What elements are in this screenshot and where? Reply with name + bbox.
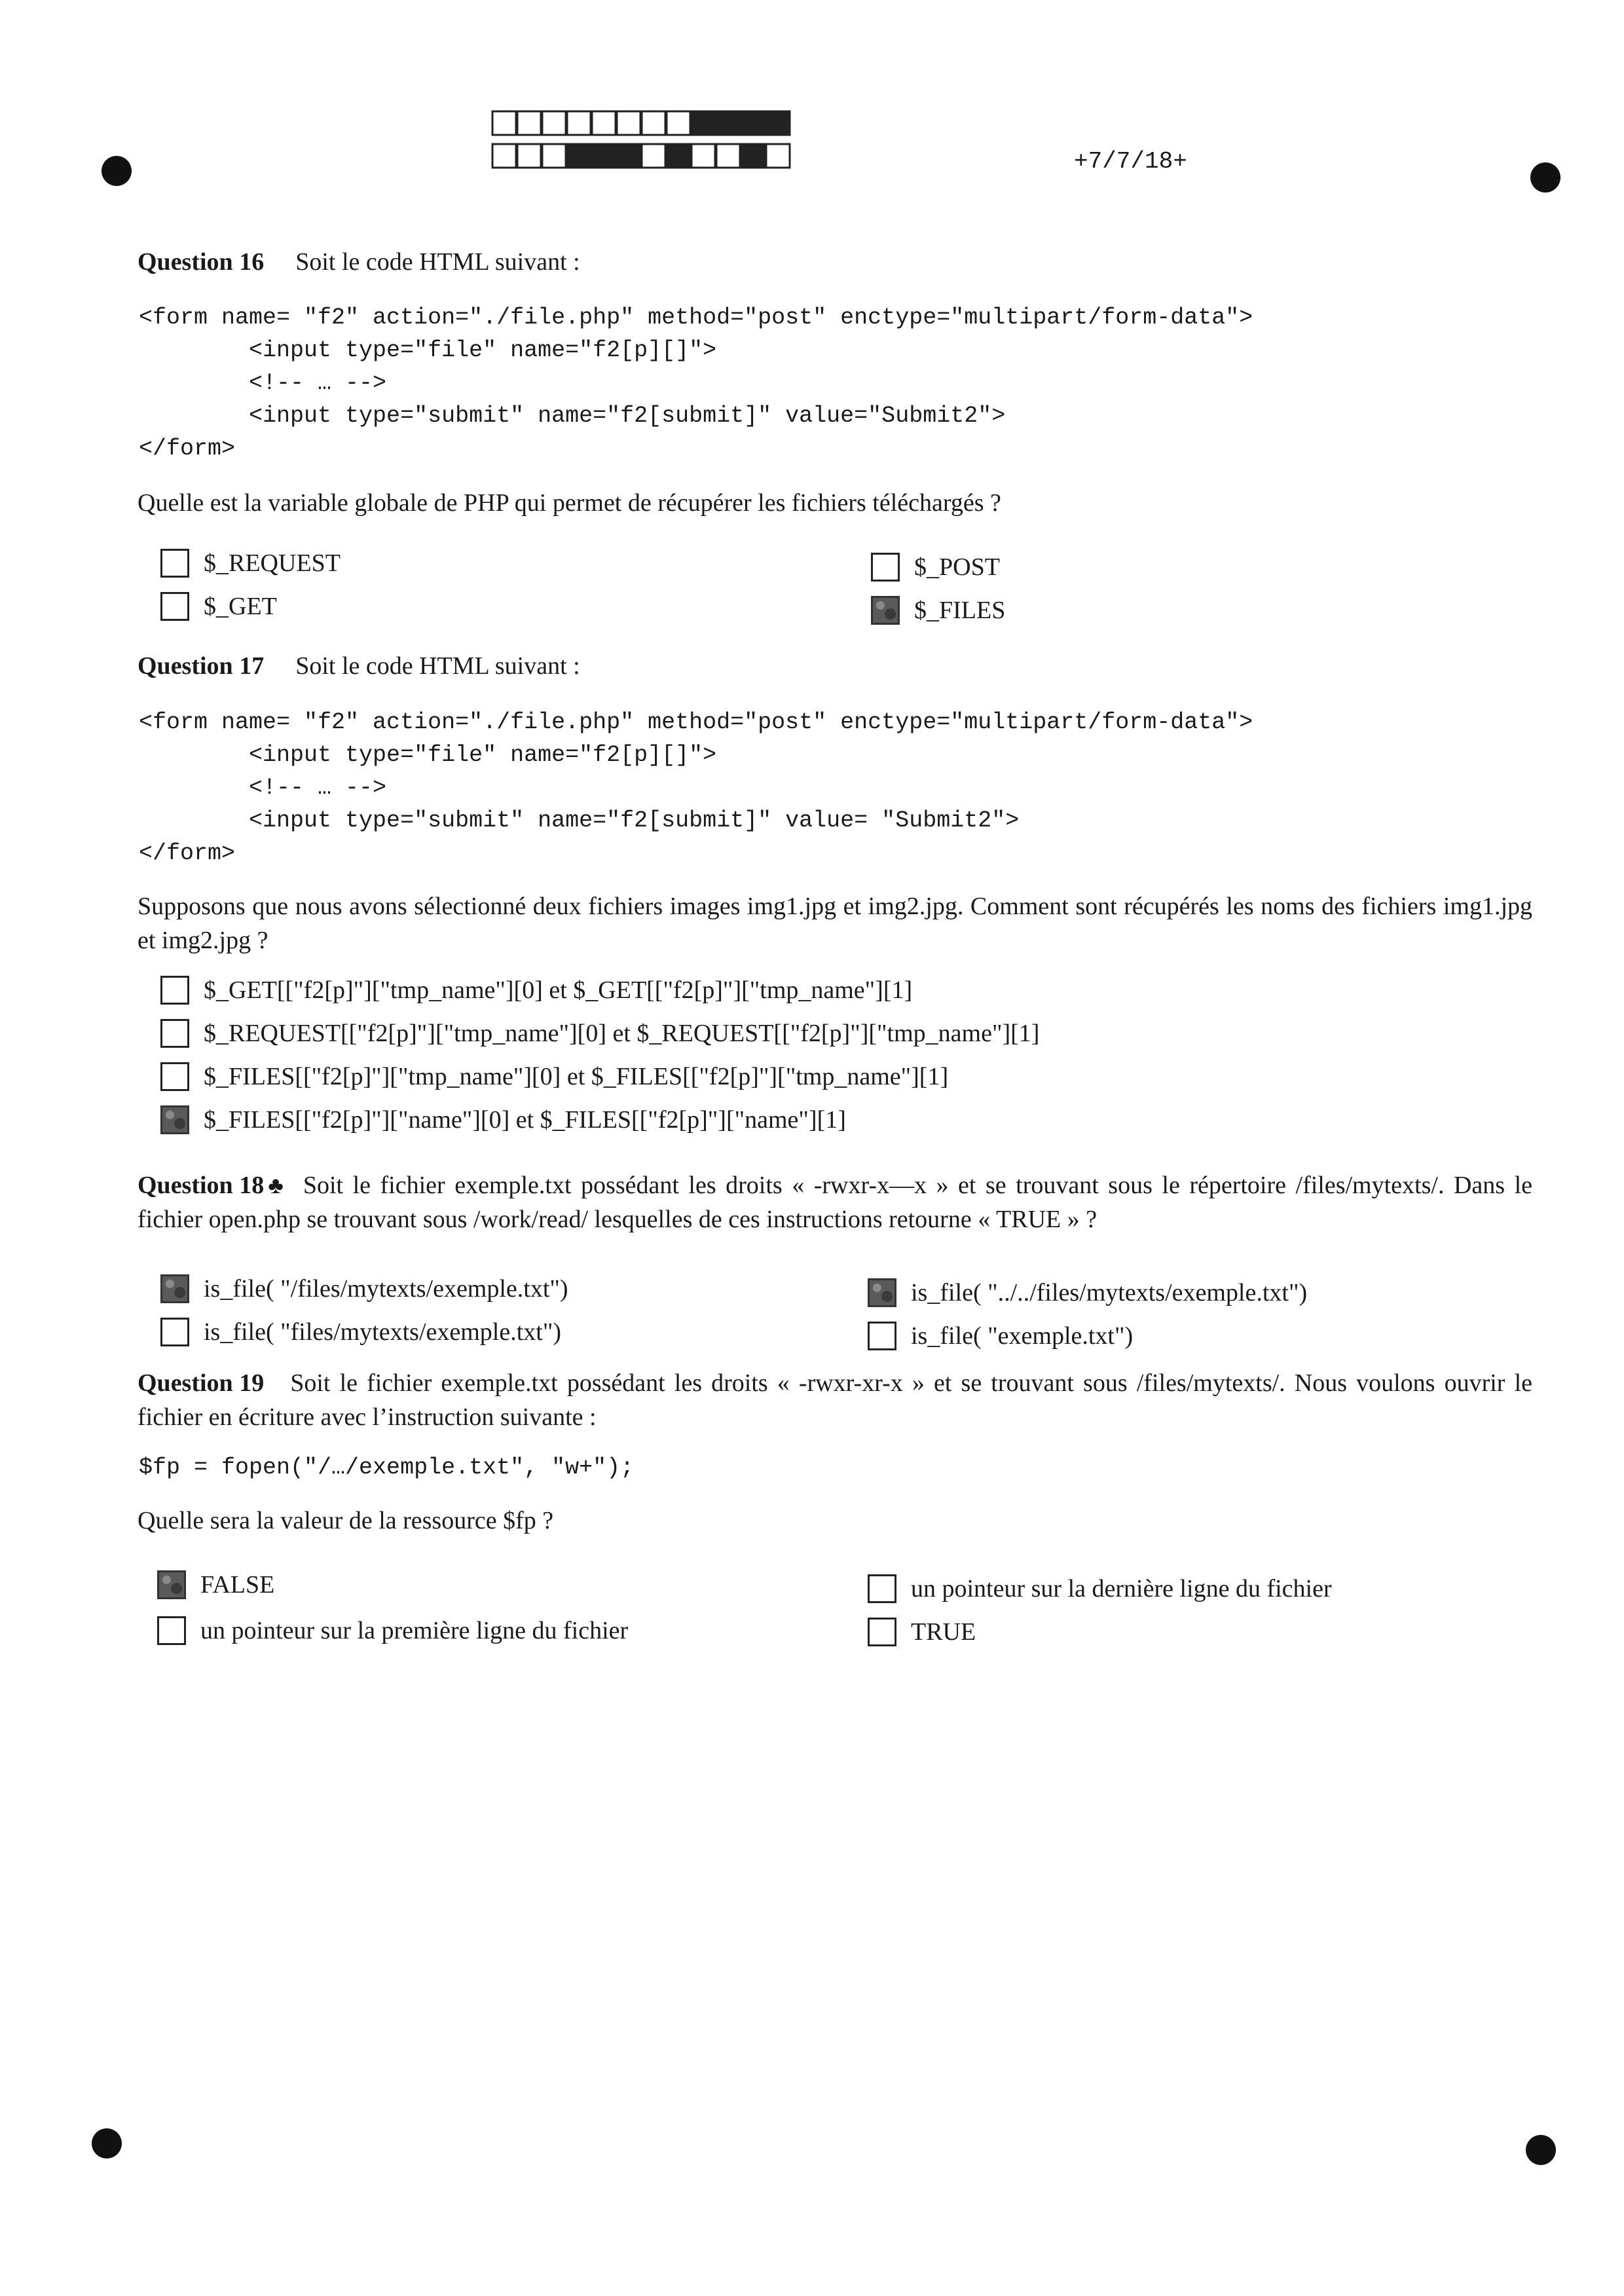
code-line: <input type="file" name="f2[p][]"> <box>139 337 717 363</box>
question-intro: Soit le code HTML suivant : <box>295 652 580 680</box>
checkbox-checked[interactable] <box>160 1105 189 1134</box>
option-post[interactable] <box>871 551 1000 583</box>
code-block <box>139 706 1253 870</box>
question-intro: Soit le code HTML suivant : <box>295 248 580 276</box>
option-label: is_file( "files/mytexts/exemple.txt") <box>204 1318 562 1346</box>
option-label: $_FILES[["f2[p]"]["tmp_name"][0] et $_FILES[["f2[p]"]["tmp_name"][1] <box>204 1063 949 1090</box>
registration-dot-top-right <box>1530 162 1560 193</box>
code-line: </form> <box>139 840 236 866</box>
checkbox[interactable] <box>871 553 900 582</box>
option-label: is_file( "../../files/mytexts/exemple.txt") <box>911 1279 1308 1306</box>
option-c[interactable] <box>160 1061 948 1092</box>
question-label: Question 19 <box>138 1369 265 1397</box>
code-line: <form name= "f2" action="./file.php" method="post" enctype="multipart/form-data"> <box>139 305 1253 331</box>
question-text: Soit le fichier exemple.txt possédant les droits « -rwxr-xr-x » et se trouvant sous /files/mytexts/. Nous voulons ouvrir le fichier en écriture avec l’instruction suivante : <box>138 1369 1532 1431</box>
checkbox[interactable] <box>160 1019 189 1048</box>
checkbox[interactable] <box>157 1616 186 1645</box>
question-text: Soit le fichier exemple.txt possédant les droits « -rwxr-x—x » et se trouvant sous le répertoire /files/mytexts/. Dans le fichier open.php se trouvant sous /work/read/ lesquelles de ces instructions retourne « TRUE » ? <box>138 1172 1532 1233</box>
option-d[interactable] <box>160 1104 846 1136</box>
page-id: +7/7/18+ <box>1074 148 1187 175</box>
option-label: $_GET <box>204 593 277 620</box>
question-label: Question 17 <box>138 652 265 680</box>
option-b[interactable] <box>160 1018 1039 1049</box>
option-c[interactable] <box>868 1277 1307 1308</box>
checkbox-checked[interactable] <box>871 596 900 625</box>
question-17-heading <box>138 650 580 682</box>
option-get[interactable] <box>160 591 277 622</box>
option-label: $_FILES <box>914 597 1006 624</box>
option-label: $_REQUEST <box>204 549 341 577</box>
checkbox[interactable] <box>160 592 189 621</box>
option-true[interactable] <box>868 1616 976 1648</box>
code-line: <input type="submit" name="f2[submit]" value="Submit2"> <box>139 403 1006 429</box>
question-text: Quelle sera la valeur de la ressource $fp ? <box>138 1507 554 1534</box>
option-label: $_POST <box>914 553 1000 581</box>
option-label: TRUE <box>911 1618 976 1646</box>
code-line: $fp = fopen("/…/exemple.txt", "w+"); <box>139 1454 635 1481</box>
option-files[interactable] <box>871 595 1005 626</box>
option-label: un pointeur sur la dernière ligne du fichier <box>911 1575 1332 1602</box>
checkbox[interactable] <box>868 1618 896 1646</box>
option-label: is_file( "/files/mytexts/exemple.txt") <box>204 1275 568 1303</box>
code-line: </form> <box>139 435 236 462</box>
option-label: $_FILES[["f2[p]"]["name"][0] et $_FILES[["f2[p]"]["name"][1] <box>204 1106 846 1134</box>
question-text: Quelle est la variable globale de PHP qui permet de récupérer les fichiers téléchargés ? <box>138 489 1001 517</box>
checkbox-checked[interactable] <box>868 1278 896 1307</box>
question-18-block <box>138 1168 1532 1236</box>
option-last-line[interactable] <box>868 1573 1332 1604</box>
code-line: <form name= "f2" action="./file.php" method="post" enctype="multipart/form-data"> <box>139 709 1253 735</box>
code-line: <input type="submit" name="f2[submit]" value= "Submit2"> <box>139 807 1020 834</box>
option-false[interactable] <box>157 1569 274 1601</box>
registration-dot-top-left <box>101 156 132 186</box>
checkbox[interactable] <box>160 549 189 578</box>
checkbox-checked[interactable] <box>157 1570 186 1599</box>
option-a[interactable] <box>160 974 912 1006</box>
option-label: $_REQUEST[["f2[p]"]["tmp_name"][0] et $_REQUEST[["f2[p]"]["tmp_name"][1] <box>204 1020 1040 1047</box>
checkbox[interactable] <box>868 1322 896 1350</box>
code-line: <!-- … --> <box>139 775 387 801</box>
question-19-block <box>138 1366 1532 1434</box>
registration-dot-bottom-left <box>92 2128 122 2158</box>
option-label: $_GET[["f2[p]"]["tmp_name"][0] et $_GET[["f2[p]"]["tmp_name"][1] <box>204 976 913 1004</box>
clover-icon: ♣ <box>268 1172 284 1198</box>
option-label: FALSE <box>200 1571 275 1599</box>
code-block <box>139 301 1253 465</box>
checkbox[interactable] <box>160 1318 189 1346</box>
id-binary-code <box>491 110 805 172</box>
code-line: <input type="file" name="f2[p][]"> <box>139 742 717 768</box>
code-line: <!-- … --> <box>139 370 387 396</box>
checkbox[interactable] <box>160 976 189 1005</box>
option-label: is_file( "exemple.txt") <box>911 1322 1134 1350</box>
checkbox[interactable] <box>160 1062 189 1091</box>
option-b[interactable] <box>160 1316 561 1348</box>
question-label: Question 16 <box>138 248 265 276</box>
checkbox[interactable] <box>868 1574 896 1603</box>
option-a[interactable] <box>160 1273 568 1305</box>
option-request[interactable] <box>160 547 341 579</box>
question-label: Question 18 ♣ <box>138 1172 284 1199</box>
option-label: un pointeur sur la première ligne du fichier <box>200 1617 629 1644</box>
checkbox-checked[interactable] <box>160 1274 189 1303</box>
registration-dot-bottom-right <box>1526 2135 1556 2165</box>
question-16-heading <box>138 246 580 278</box>
option-d[interactable] <box>868 1320 1133 1352</box>
question-text: Supposons que nous avons sélectionné deux fichiers images img1.jpg et img2.jpg. Comment sont récupérés les noms des fichiers img1.jpg et img2.jpg ? <box>138 893 1532 954</box>
option-first-line[interactable] <box>157 1615 628 1646</box>
